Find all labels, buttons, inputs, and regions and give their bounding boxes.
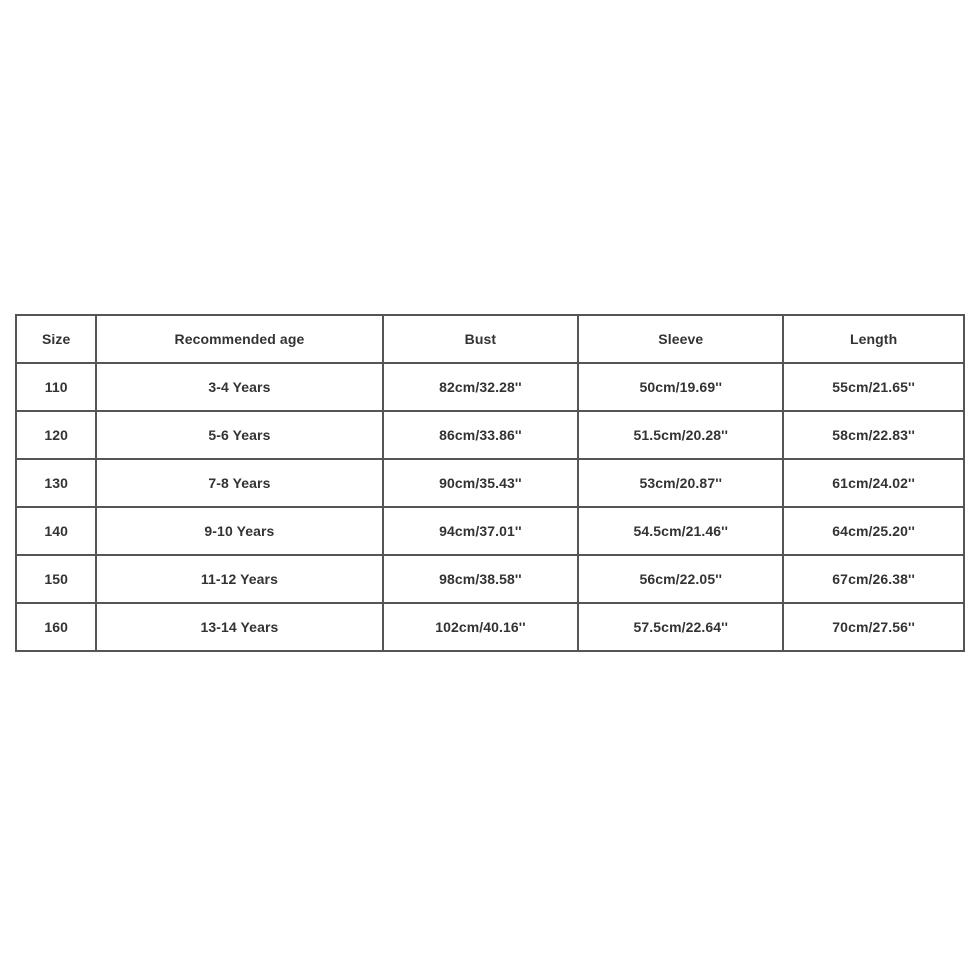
table-row — [16, 363, 964, 411]
cell-bust: 82cm/32.28'' — [383, 363, 579, 411]
cell-sleeve: 57.5cm/22.64'' — [578, 603, 783, 651]
cell-length: 58cm/22.83'' — [783, 411, 964, 459]
cell-sleeve: 53cm/20.87'' — [578, 459, 783, 507]
size-chart-table — [15, 314, 965, 652]
cell-sleeve: 50cm/19.69'' — [578, 363, 783, 411]
cell-sleeve: 51.5cm/20.28'' — [578, 411, 783, 459]
cell-bust: 86cm/33.86'' — [383, 411, 579, 459]
cell-age: 13-14 Years — [96, 603, 382, 651]
cell-length: 55cm/21.65'' — [783, 363, 964, 411]
header-length: Length — [783, 315, 964, 363]
cell-length: 64cm/25.20'' — [783, 507, 964, 555]
cell-size: 120 — [16, 411, 96, 459]
cell-age: 5-6 Years — [96, 411, 382, 459]
cell-bust: 102cm/40.16'' — [383, 603, 579, 651]
cell-size: 130 — [16, 459, 96, 507]
header-bust: Bust — [383, 315, 579, 363]
cell-length: 70cm/27.56'' — [783, 603, 964, 651]
cell-length: 61cm/24.02'' — [783, 459, 964, 507]
cell-bust: 94cm/37.01'' — [383, 507, 579, 555]
header-recommended-age: Recommended age — [96, 315, 382, 363]
cell-size: 160 — [16, 603, 96, 651]
cell-age: 9-10 Years — [96, 507, 382, 555]
header-sleeve: Sleeve — [578, 315, 783, 363]
table-row — [16, 555, 964, 603]
header-size: Size — [16, 315, 96, 363]
cell-size: 150 — [16, 555, 96, 603]
table-row — [16, 507, 964, 555]
table-row — [16, 603, 964, 651]
table-row — [16, 411, 964, 459]
cell-size: 110 — [16, 363, 96, 411]
table-row — [16, 459, 964, 507]
cell-age: 11-12 Years — [96, 555, 382, 603]
cell-sleeve: 54.5cm/21.46'' — [578, 507, 783, 555]
cell-age: 7-8 Years — [96, 459, 382, 507]
cell-size: 140 — [16, 507, 96, 555]
table-header-row — [16, 315, 964, 363]
cell-age: 3-4 Years — [96, 363, 382, 411]
cell-sleeve: 56cm/22.05'' — [578, 555, 783, 603]
cell-bust: 90cm/35.43'' — [383, 459, 579, 507]
cell-length: 67cm/26.38'' — [783, 555, 964, 603]
cell-bust: 98cm/38.58'' — [383, 555, 579, 603]
